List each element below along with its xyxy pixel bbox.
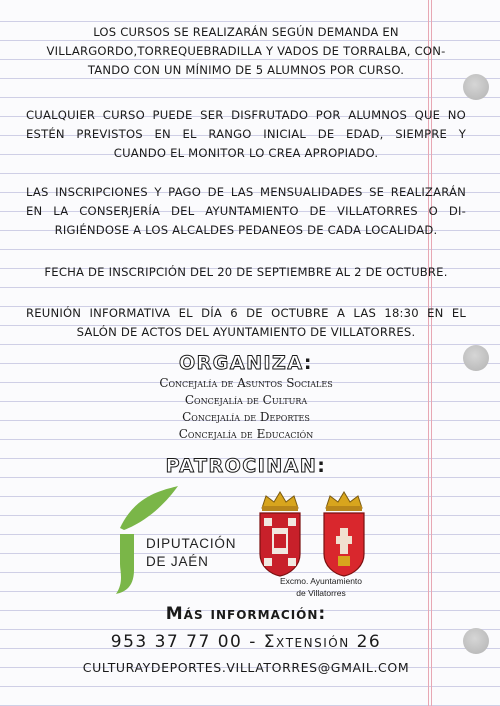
more-info-heading: Más información: [165,604,327,624]
paragraph-line: VILLARGORDO,TORREQUEBRADILLA Y VADOS DE TORRALBA, CON- [46,44,446,58]
paragraph-line: EN LA CONSERJERÍA DEL AYUNTAMIENTO DE VILLATORRES O DI- [26,204,466,218]
organiza-item: Concejalía de Deportes [182,410,310,424]
paragraph-line: RIGIÉNDOSE A LOS ALCALDES PEDANEOS DE CADA LOCALIDAD. [54,223,438,237]
organiza-item: Concejalía de Educación [178,427,314,441]
paragraph-locations [26,23,466,80]
binder-hole [463,74,489,100]
paragraph-line: FECHA DE INSCRIPCIÓN DEL 20 DE SEPTIEMBRE AL 2 DE OCTUBRE. [44,265,448,279]
paragraph-inscriptions [26,183,466,240]
ayuntamiento-line: Excmo. Ayuntamiento [279,576,363,586]
organiza-heading-text: ORGANIZA [179,352,304,374]
organiza-list [26,375,466,443]
paragraph-line: ESTÉN PREVISTOS EN EL RANGO INICIAL DE EDAD, SIEMPRE Y [26,127,466,141]
paragraph-age [26,106,466,163]
phone-number: 953 37 77 00 - Σxτensión 26 [110,632,382,652]
patrocinan-heading-text: PATROCINAN [165,455,318,477]
email-address: CULTURAYDEPORTES.VILLATORRES@GMAIL.COM [82,660,410,675]
binder-hole [463,628,489,654]
paragraph-line: SALÓN DE ACTOS DEL AYUNTAMIENTO DE VILLATORRES. [76,325,416,339]
paragraph-line: REUNIÓN INFORMATIVA EL DÍA 6 DE OCTUBRE A LAS 18:30 EN EL [26,306,466,320]
diputacion-jaen-logo [112,486,252,596]
villatorres-shields [254,488,382,578]
paragraph-line: LOS CURSOS SE REALIZARÁN SEGÚN DEMANDA EN [93,25,399,39]
organiza-item: Concejalía de Asuntos Sociales [159,376,333,390]
paragraph-dates [26,263,466,282]
organiza-heading: ORGANIZA: [179,352,313,374]
patrocinan-heading: PATROCINAN: [165,455,327,477]
ayuntamiento-line: de Villatorres [296,588,346,598]
crown-icon [326,492,362,511]
paragraph-line: CUANDO EL MONITOR LO CREA APROPIADO. [113,146,379,160]
crown-icon [262,492,298,511]
diputacion-line: DIPUTACIÓN [146,536,237,551]
organiza-item: Concejalía de Cultura [184,393,308,407]
binder-hole [463,345,489,371]
paragraph-line: CUALQUIER CURSO PUEDE SER DISFRUTADO POR ALUMNOS QUE NO [26,108,466,122]
paragraph-meeting [26,304,466,342]
paragraph-line: LAS INSCRIPCIONES Y PAGO DE LAS MENSUALIDADES SE REALIZARÁN [26,185,466,199]
ayuntamiento-caption [246,575,396,599]
diputacion-text [146,535,236,571]
diputacion-line: DE JAÉN [146,554,209,569]
paragraph-line: TANDO CON UN MÍNIMO DE 5 ALUMNOS POR CURSO. [87,63,405,77]
